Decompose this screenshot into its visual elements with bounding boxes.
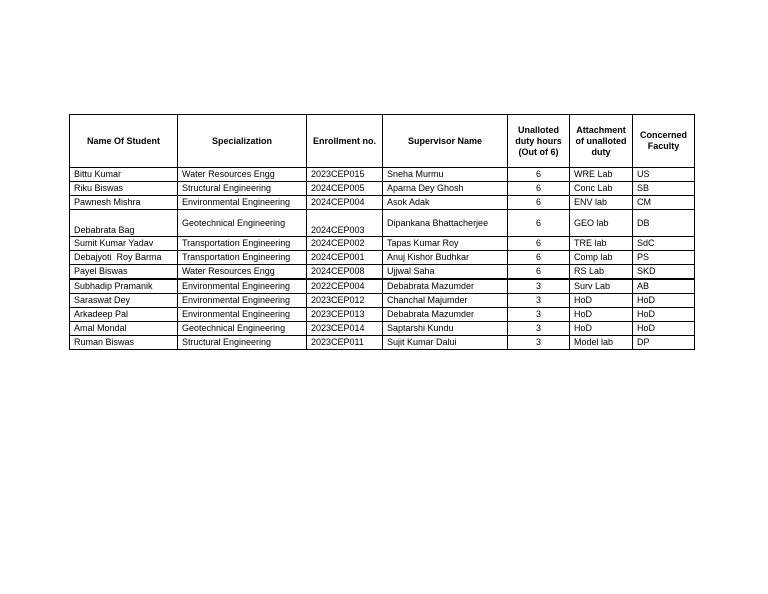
duty-allocation-table: [69, 114, 695, 350]
unalloted-hours: 6: [508, 196, 570, 210]
unalloted-hours: 6: [508, 210, 570, 237]
supervisor-name: Debabrata Mazumder: [383, 279, 508, 294]
enrollment-no: 2024CEP003: [307, 210, 383, 237]
table-row: [70, 168, 695, 182]
student-name: Subhadip Pramanik: [70, 279, 178, 294]
enrollment-no: 2024CEP008: [307, 265, 383, 280]
attachment: ENV lab: [570, 196, 633, 210]
specialization: Environmental Engineering: [178, 279, 307, 294]
student-name: Debajyoti Roy Barma: [70, 251, 178, 265]
table-row: [70, 279, 695, 294]
student-name: Debabrata Bag: [70, 210, 178, 237]
unalloted-hours: 3: [508, 294, 570, 308]
unalloted-hours: 3: [508, 279, 570, 294]
enrollment-no: 2023CEP014: [307, 322, 383, 336]
student-name: Riku Biswas: [70, 182, 178, 196]
table-row: [70, 196, 695, 210]
concerned-faculty: HoD: [633, 322, 695, 336]
table-row: [70, 182, 695, 196]
student-name: Saraswat Dey: [70, 294, 178, 308]
enrollment-no: 2023CEP013: [307, 308, 383, 322]
supervisor-name: Asok Adak: [383, 196, 508, 210]
specialization: Geotechnical Engineering: [178, 210, 307, 237]
enrollment-no: 2023CEP015: [307, 168, 383, 182]
attachment: Model lab: [570, 336, 633, 350]
supervisor-name: Ujjwal Saha: [383, 265, 508, 280]
concerned-faculty: HoD: [633, 294, 695, 308]
supervisor-name: Chanchal Majumder: [383, 294, 508, 308]
header-supervisor-name: Supervisor Name: [383, 115, 508, 168]
unalloted-hours: 6: [508, 265, 570, 280]
supervisor-name: Dipankana Bhattacherjee: [383, 210, 508, 237]
table-row: [70, 251, 695, 265]
attachment: TRE lab: [570, 237, 633, 251]
unalloted-hours: 6: [508, 237, 570, 251]
specialization: Transportation Engineering: [178, 251, 307, 265]
enrollment-no: 2024CEP004: [307, 196, 383, 210]
specialization: Structural Engineering: [178, 336, 307, 350]
table-row: [70, 322, 695, 336]
unalloted-hours: 3: [508, 322, 570, 336]
enrollment-no: 2022CEP004: [307, 279, 383, 294]
specialization: Structural Engineering: [178, 182, 307, 196]
supervisor-name: Sujit Kumar Dalui: [383, 336, 508, 350]
header-concerned-faculty: Concerned Faculty: [633, 115, 695, 168]
supervisor-name: Saptarshi Kundu: [383, 322, 508, 336]
concerned-faculty: SKD: [633, 265, 695, 280]
attachment: Comp lab: [570, 251, 633, 265]
student-name: Bittu Kumar: [70, 168, 178, 182]
concerned-faculty: PS: [633, 251, 695, 265]
specialization: Geotechnical Engineering: [178, 322, 307, 336]
student-name: Pawnesh Mishra: [70, 196, 178, 210]
enrollment-no: 2024CEP005: [307, 182, 383, 196]
attachment: HoD: [570, 294, 633, 308]
supervisor-name: Anuj Kishor Budhkar: [383, 251, 508, 265]
specialization: Transportation Engineering: [178, 237, 307, 251]
table-header-row: [70, 115, 695, 168]
enrollment-no: 2023CEP011: [307, 336, 383, 350]
student-name: Ruman Biswas: [70, 336, 178, 350]
supervisor-name: Tapas Kumar Roy: [383, 237, 508, 251]
supervisor-name: Debabrata Mazumder: [383, 308, 508, 322]
student-name: Arkadeep Pal: [70, 308, 178, 322]
unalloted-hours: 3: [508, 308, 570, 322]
attachment: HoD: [570, 308, 633, 322]
concerned-faculty: DB: [633, 210, 695, 237]
specialization: Water Resources Engg: [178, 265, 307, 280]
specialization: Environmental Engineering: [178, 196, 307, 210]
attachment: WRE Lab: [570, 168, 633, 182]
table-row: [70, 294, 695, 308]
unalloted-hours: 3: [508, 336, 570, 350]
table-row: [70, 265, 695, 280]
header-unalloted-duty-hours: Unalloted duty hours (Out of 6): [508, 115, 570, 168]
supervisor-name: Sneha Murmu: [383, 168, 508, 182]
header-enrollment-no: Enrollment no.: [307, 115, 383, 168]
header-name-of-student: Name Of Student: [70, 115, 178, 168]
attachment: Conc Lab: [570, 182, 633, 196]
concerned-faculty: AB: [633, 279, 695, 294]
concerned-faculty: DP: [633, 336, 695, 350]
supervisor-name: Aparna Dey Ghosh: [383, 182, 508, 196]
header-specialization: Specialization: [178, 115, 307, 168]
attachment: GEO lab: [570, 210, 633, 237]
attachment: HoD: [570, 322, 633, 336]
unalloted-hours: 6: [508, 182, 570, 196]
unalloted-hours: 6: [508, 168, 570, 182]
enrollment-no: 2023CEP012: [307, 294, 383, 308]
table-row: [70, 210, 695, 237]
table-row: [70, 308, 695, 322]
student-name: Amal Mondal: [70, 322, 178, 336]
specialization: Environmental Engineering: [178, 294, 307, 308]
attachment: Surv Lab: [570, 279, 633, 294]
concerned-faculty: CM: [633, 196, 695, 210]
table-row: [70, 237, 695, 251]
concerned-faculty: SdC: [633, 237, 695, 251]
attachment: RS Lab: [570, 265, 633, 280]
student-name: Payel Biswas: [70, 265, 178, 280]
table-row: [70, 336, 695, 350]
unalloted-hours: 6: [508, 251, 570, 265]
specialization: Water Resources Engg: [178, 168, 307, 182]
concerned-faculty: SB: [633, 182, 695, 196]
student-name: Sumit Kumar Yadav: [70, 237, 178, 251]
header-attachment-of-unalloted-duty: Attachment of unalloted duty: [570, 115, 633, 168]
concerned-faculty: HoD: [633, 308, 695, 322]
enrollment-no: 2024CEP001: [307, 251, 383, 265]
concerned-faculty: US: [633, 168, 695, 182]
specialization: Environmental Engineering: [178, 308, 307, 322]
enrollment-no: 2024CEP002: [307, 237, 383, 251]
